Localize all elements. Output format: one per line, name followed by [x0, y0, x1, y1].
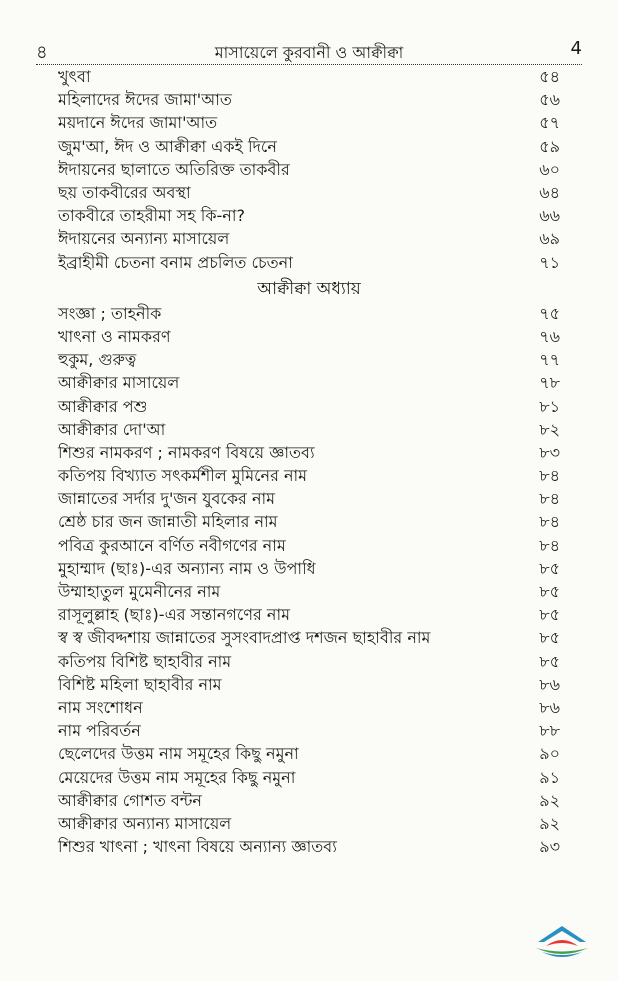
- toc-entry-page: ৯৩: [539, 837, 560, 857]
- toc-entry: [58, 674, 560, 697]
- toc-entry: [58, 488, 560, 511]
- toc-entry: [58, 89, 560, 112]
- toc-entry: [58, 326, 560, 349]
- toc-entry: [58, 743, 560, 766]
- toc-list-top: [58, 66, 560, 275]
- toc-entry-page: ৮৫: [539, 558, 560, 578]
- toc-entry-title: ঈদায়নের ছালাতে অতিরিক্ত তাকবীর: [58, 159, 290, 179]
- toc-entry-page: ৮২: [539, 419, 560, 439]
- toc-entry: [58, 205, 560, 228]
- toc-entry-page: ৮৬: [539, 697, 560, 717]
- toc-entry-page: ৭৫: [539, 303, 560, 323]
- toc-entry-page: ৯১: [539, 767, 560, 787]
- toc-entry: [58, 581, 560, 604]
- toc-entry: [58, 349, 560, 372]
- toc-entry: [58, 442, 560, 465]
- toc-entry-page: ৬৬: [539, 206, 560, 226]
- toc-list-bottom: [58, 303, 560, 860]
- toc-entry-page: ৬৪: [539, 183, 560, 203]
- toc-entry-title: বিশিষ্ট মহিলা ছাহাবীর নাম: [58, 674, 222, 694]
- toc-entry-page: ৮৫: [539, 628, 560, 648]
- toc-entry-page: ৫৯: [539, 136, 560, 156]
- toc-entry: [58, 372, 560, 395]
- toc-entry-page: ৫৬: [539, 90, 560, 110]
- toc-entry-title: খুৎবা: [58, 67, 91, 87]
- toc-entry-title: নাম পরিবর্তন: [58, 721, 141, 741]
- toc-entry-page: ৮৫: [539, 651, 560, 671]
- toc-entry-page: ৯০: [539, 744, 560, 764]
- page-header: [36, 38, 582, 65]
- toc-entry: [58, 136, 560, 159]
- toc-entry: [58, 228, 560, 251]
- toc-entry-page: ৮৫: [539, 582, 560, 602]
- page-number-latin: 4: [570, 38, 582, 59]
- toc-entry: [58, 720, 560, 743]
- toc-entry-title: হুকুম, গুরুত্ব: [58, 350, 137, 370]
- toc-entry-title: ছয় তাকবীরের অবস্থা: [58, 183, 191, 203]
- toc-entry: [58, 535, 560, 558]
- toc-entry-page: ৮৪: [539, 512, 560, 532]
- toc-entry-title: ঈদায়নের অন্যান্য মাসায়েল: [58, 229, 230, 249]
- toc-entry-page: ৭১: [539, 252, 560, 272]
- toc-entry: [58, 813, 560, 836]
- toc-entry-title: জুম'আ, ঈদ ও আক্বীক্বা একই দিনে: [58, 136, 277, 156]
- toc-entry: [58, 766, 560, 789]
- toc-entry-title: আক্বীক্বার পশু: [58, 396, 148, 416]
- toc-entry-page: ৬৯: [539, 229, 560, 249]
- toc-entry-page: ৭৬: [539, 326, 560, 346]
- toc-entry-page: ৯২: [539, 790, 560, 810]
- toc-entry-page: ৮৮: [539, 721, 560, 741]
- toc-entry: [58, 627, 560, 650]
- toc-entry: [58, 465, 560, 488]
- toc-entry-title: রাসূলুল্লাহ (ছাঃ)-এর সন্তানগণের নাম: [58, 605, 290, 625]
- toc-entry: [58, 697, 560, 720]
- toc-entry-title: খাৎনা ও নামকরণ: [58, 326, 171, 346]
- publisher-logo-icon: [532, 918, 592, 958]
- toc-entry-title: ছেলেদের উত্তম নাম সমূহের কিছু নমুনা: [58, 744, 299, 764]
- toc-entry: [58, 419, 560, 442]
- toc-entry-title: আক্বীক্বার গোশত বন্টন: [58, 790, 202, 810]
- toc-entry: [58, 604, 560, 627]
- toc-entry-title: পবিত্র কুরআনে বর্ণিত নবীগণের নাম: [58, 535, 286, 555]
- toc-entry-title: মুহাম্মাদ (ছাঃ)-এর অন্যান্য নাম ও উপাধি: [58, 558, 316, 578]
- toc-entry-title: সংজ্ঞা ; তাহনীক: [58, 303, 162, 323]
- toc-entry: [58, 66, 560, 89]
- table-of-contents: [58, 66, 560, 859]
- toc-entry-page: ৮১: [539, 396, 560, 416]
- toc-entry-page: ৭৮: [539, 373, 560, 393]
- page-number-bengali: ৪: [36, 42, 48, 63]
- toc-entry-title: ইব্রাহীমী চেতনা বনাম প্রচলিত চেতনা: [58, 252, 293, 272]
- toc-entry: [58, 836, 560, 859]
- running-title: মাসায়েলে কুরবানী ও আক্বীক্বা: [214, 43, 404, 62]
- toc-entry: [58, 395, 560, 418]
- toc-entry-page: ৮৪: [539, 489, 560, 509]
- toc-entry-title: স্ব স্ব জীবদ্দশায় জান্নাতের সুসংবাদপ্রাপ্ত দশজন ছাহাবীর নাম: [58, 628, 431, 648]
- toc-entry-title: জান্নাতের সর্দার দু'জন যুবকের নাম: [58, 489, 276, 509]
- toc-entry-title: মহিলাদের ঈদের জামা'আত: [58, 90, 232, 110]
- toc-entry-title: আক্বীক্বার মাসায়েল: [58, 373, 180, 393]
- toc-entry-title: শ্রেষ্ঠ চার জন জান্নাতী মহিলার নাম: [58, 512, 278, 532]
- toc-entry-page: ৫৪: [539, 67, 560, 87]
- toc-entry-title: শিশুর খাৎনা ; খাৎনা বিষয়ে অন্যান্য জ্ঞাতব্য: [58, 837, 337, 857]
- toc-entry-page: ৮৬: [539, 674, 560, 694]
- toc-entry-page: ৮৫: [539, 605, 560, 625]
- toc-entry: [58, 182, 560, 205]
- toc-entry-page: ৮৩: [539, 442, 560, 462]
- toc-entry-title: উম্মাহাতুল মুমেনীনের নাম: [58, 582, 221, 602]
- toc-entry: [58, 303, 560, 326]
- toc-entry-page: ৫৭: [539, 113, 560, 133]
- toc-entry: [58, 252, 560, 275]
- toc-entry: [58, 511, 560, 534]
- toc-entry-page: ৭৭: [539, 350, 560, 370]
- toc-entry: [58, 558, 560, 581]
- toc-entry-page: ৮৪: [539, 535, 560, 555]
- toc-entry-page: ৮৪: [539, 466, 560, 486]
- section-heading: আক্বীক্বা অধ্যায়: [257, 278, 361, 299]
- toc-entry: [58, 159, 560, 182]
- toc-entry-title: মেয়েদের উত্তম নাম সমূহের কিছু নমুনা: [58, 767, 296, 787]
- toc-entry-title: নাম সংশোধন: [58, 697, 143, 717]
- toc-entry-title: কতিপয় বিশিষ্ট ছাহাবীর নাম: [58, 651, 232, 671]
- toc-entry: [58, 651, 560, 674]
- toc-entry-title: তাকবীরে তাহরীমা সহ কি-না?: [58, 206, 245, 226]
- toc-entry-title: আক্বীক্বার অন্যান্য মাসায়েল: [58, 813, 232, 833]
- toc-entry-page: ৯২: [539, 813, 560, 833]
- toc-entry-title: ময়দানে ঈদের জামা'আত: [58, 113, 218, 133]
- toc-entry: [58, 790, 560, 813]
- toc-entry-page: ৬০: [539, 159, 560, 179]
- toc-entry: [58, 112, 560, 135]
- toc-entry-title: কতিপয় বিখ্যাত সৎকর্মশীল মুমিনের নাম: [58, 466, 308, 486]
- toc-entry-title: শিশুর নামকরণ ; নামকরণ বিষয়ে জ্ঞাতব্য: [58, 442, 315, 462]
- toc-entry-title: আক্বীক্বার দো'আ: [58, 419, 166, 439]
